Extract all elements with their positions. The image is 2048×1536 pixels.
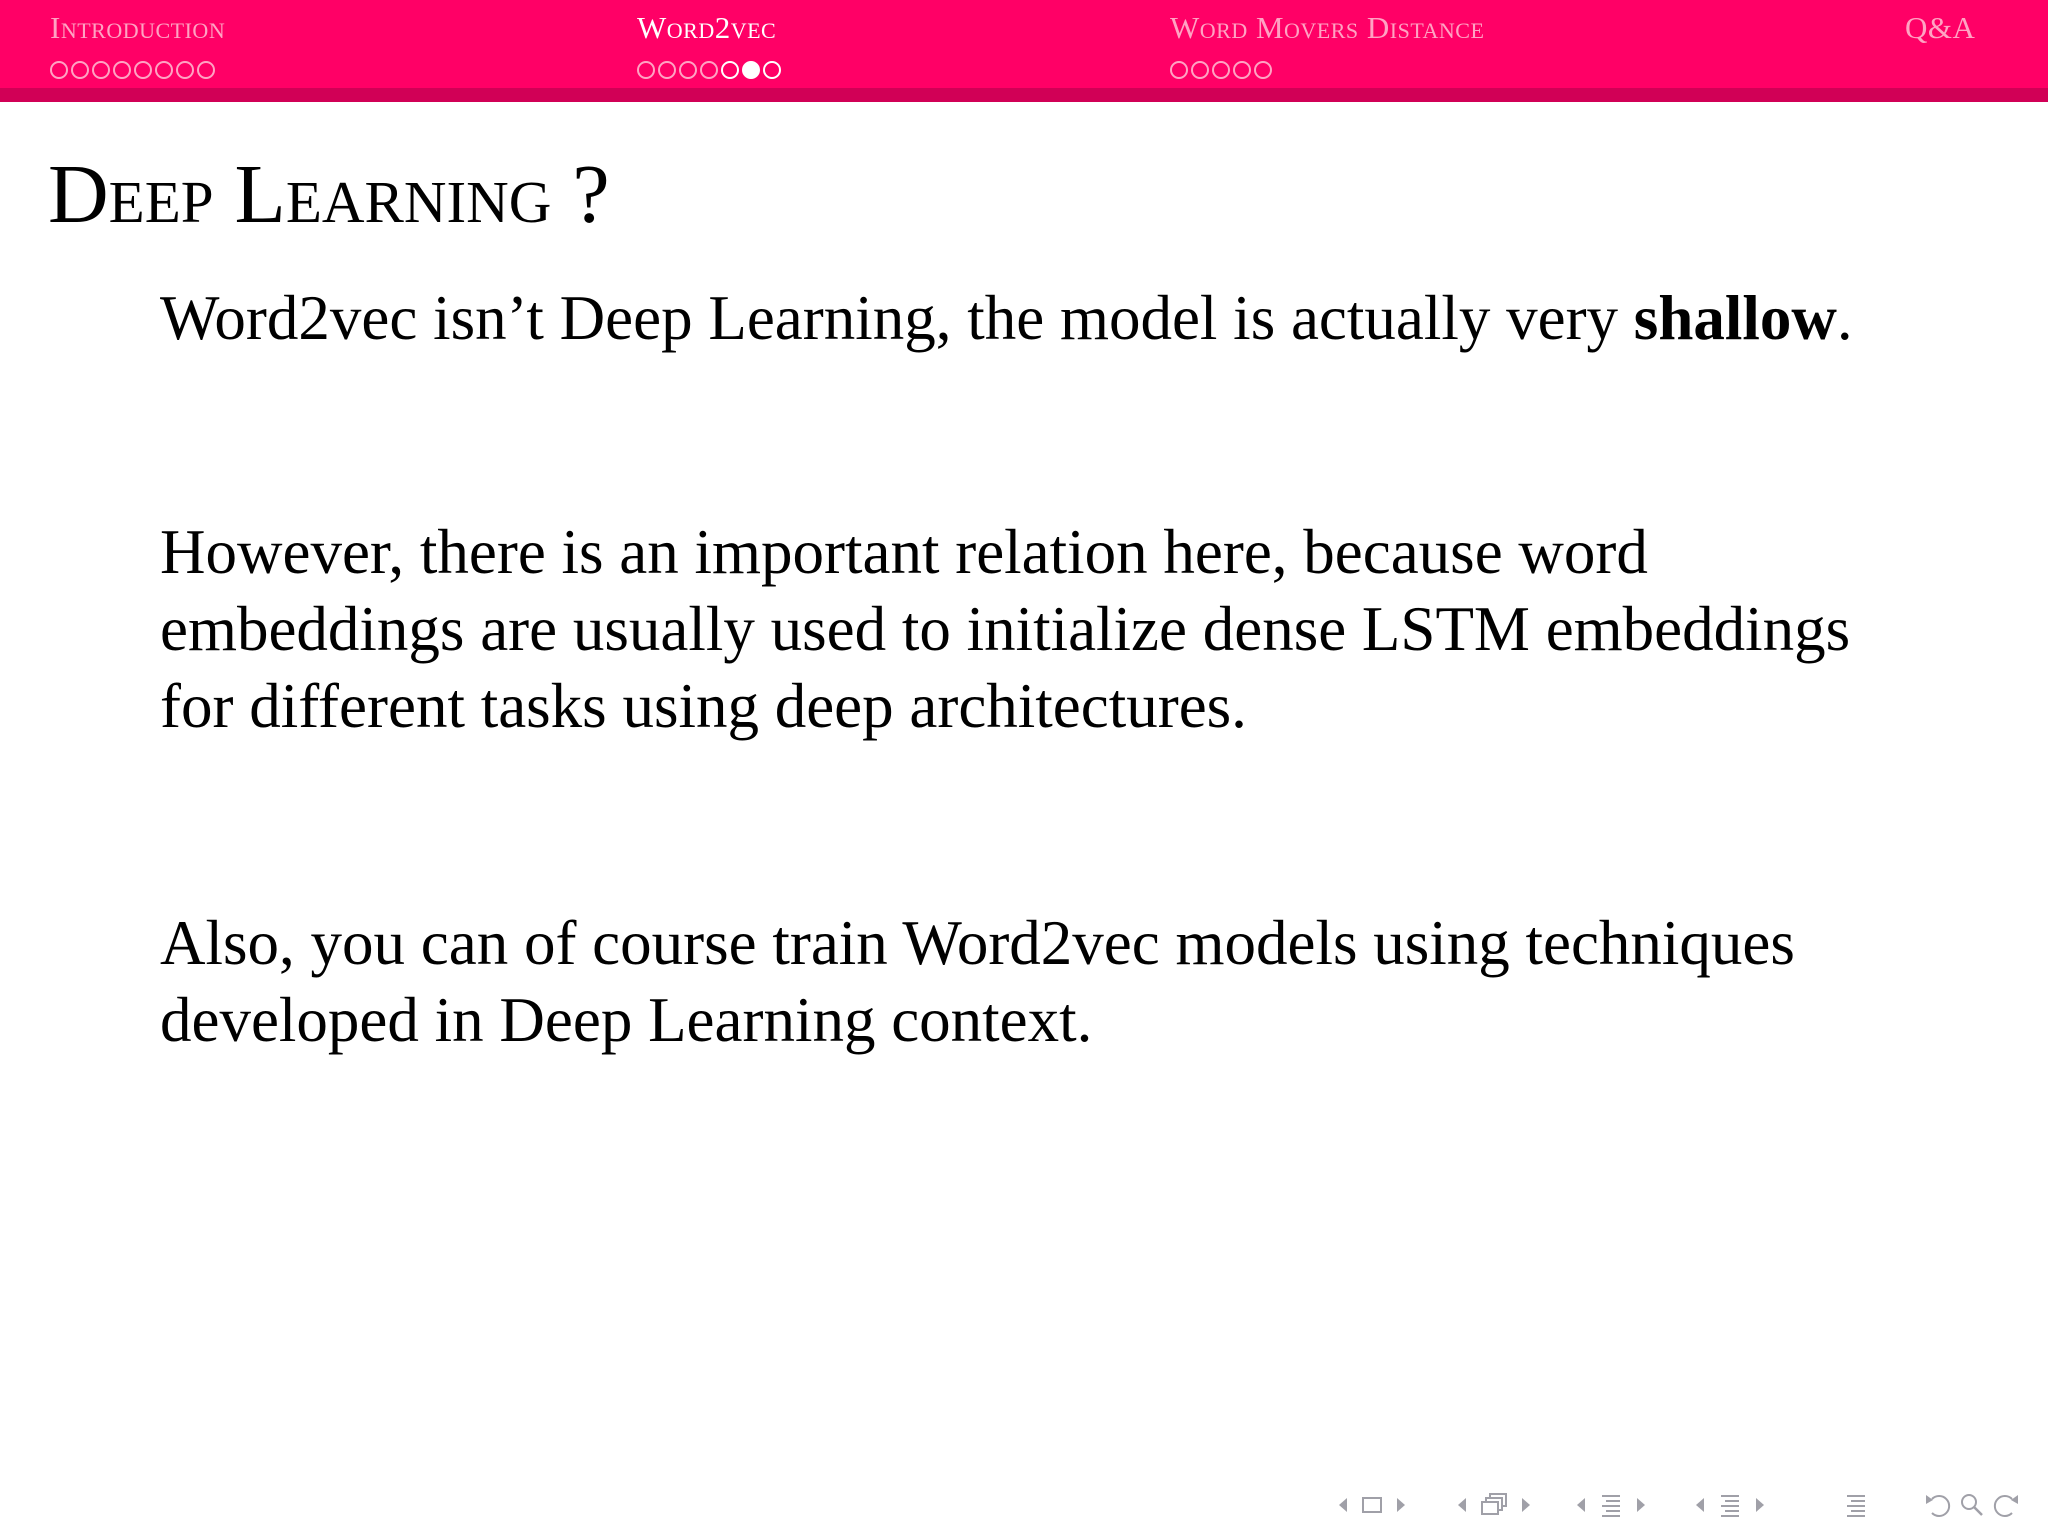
prev-arrow-icon[interactable] [1574,1495,1588,1515]
nav-subsection-group [1455,1490,1533,1520]
nav-toc-group [1843,1490,1869,1520]
frame-dot-current[interactable] [742,61,760,79]
paragraph-shallow [160,280,1900,357]
frame-dot[interactable] [700,61,718,79]
nav-dots-word2vec [637,61,781,79]
paragraph-1-bold: shallow [1633,283,1837,353]
frame-dot[interactable] [1191,61,1209,79]
back-icon[interactable] [1922,1491,1954,1519]
section-icon[interactable] [1598,1491,1624,1519]
paragraph-1-end: . [1836,283,1853,353]
subsection-list-icon[interactable] [1717,1491,1743,1519]
toc-icon[interactable] [1843,1491,1869,1519]
nav-title-qa[interactable]: Q&A [1905,10,1976,45]
nav-section-group [1574,1490,1648,1520]
frame-dot[interactable] [658,61,676,79]
nav-dots-word-movers-distance [1170,61,1484,79]
slide-title: Deep Learning ? [48,148,610,241]
nav-title-introduction[interactable]: Introduction [50,10,226,45]
forward-icon[interactable] [1990,1491,2022,1519]
frame-dot[interactable] [763,61,781,79]
section-navigation-bar [0,0,2048,88]
paragraph-relation: However, there is an important relation here, because word embeddings are usually used to initialize dense LSTM embeddings for different tasks using deep architectures. [160,517,1851,741]
frame-dot[interactable] [679,61,697,79]
prev-arrow-icon[interactable] [1336,1495,1350,1515]
next-arrow-icon[interactable] [1753,1495,1767,1515]
next-arrow-icon[interactable] [1394,1495,1408,1515]
nav-section-word-movers-distance[interactable] [1170,10,1484,79]
header-accent-strip [0,88,2048,102]
nav-section-word2vec[interactable] [637,10,781,79]
nav-history-search-group [1922,1490,2022,1520]
frame-dot[interactable] [50,61,68,79]
nav-title-word2vec[interactable]: Word2vec [637,10,777,45]
prev-arrow-icon[interactable] [1455,1495,1469,1515]
frame-dot[interactable] [637,61,655,79]
nav-dots-introduction [50,61,225,79]
frame-dot[interactable] [71,61,89,79]
paragraph-1-text: Word2vec isn’t Deep Learning, the model is actually very [160,283,1634,353]
nav-section-introduction[interactable] [50,10,225,79]
frame-dot[interactable] [113,61,131,79]
frame-dot[interactable] [1170,61,1188,79]
nav-frame-group [1336,1490,1408,1520]
nav-section-qa[interactable] [1905,10,1975,46]
search-icon[interactable] [1958,1491,1986,1519]
frame-dot[interactable] [155,61,173,79]
frame-dot[interactable] [721,61,739,79]
frame-dot[interactable] [176,61,194,79]
frame-dot[interactable] [1254,61,1272,79]
subsection-icon[interactable] [1479,1492,1509,1518]
frame-dot[interactable] [197,61,215,79]
next-arrow-icon[interactable] [1519,1495,1533,1515]
paragraph-training: Also, you can of course train Word2vec models using techniques developed in Deep Learning context. [160,908,1795,1055]
prev-arrow-icon[interactable] [1693,1495,1707,1515]
frame-dot[interactable] [1212,61,1230,79]
nav-title-word-movers-distance[interactable]: Word Movers Distance [1170,10,1485,45]
frame-icon[interactable] [1360,1494,1384,1516]
nav-subsection-list-group [1693,1490,1767,1520]
frame-dot[interactable] [1233,61,1251,79]
frame-dot[interactable] [134,61,152,79]
next-arrow-icon[interactable] [1634,1495,1648,1515]
frame-dot[interactable] [92,61,110,79]
